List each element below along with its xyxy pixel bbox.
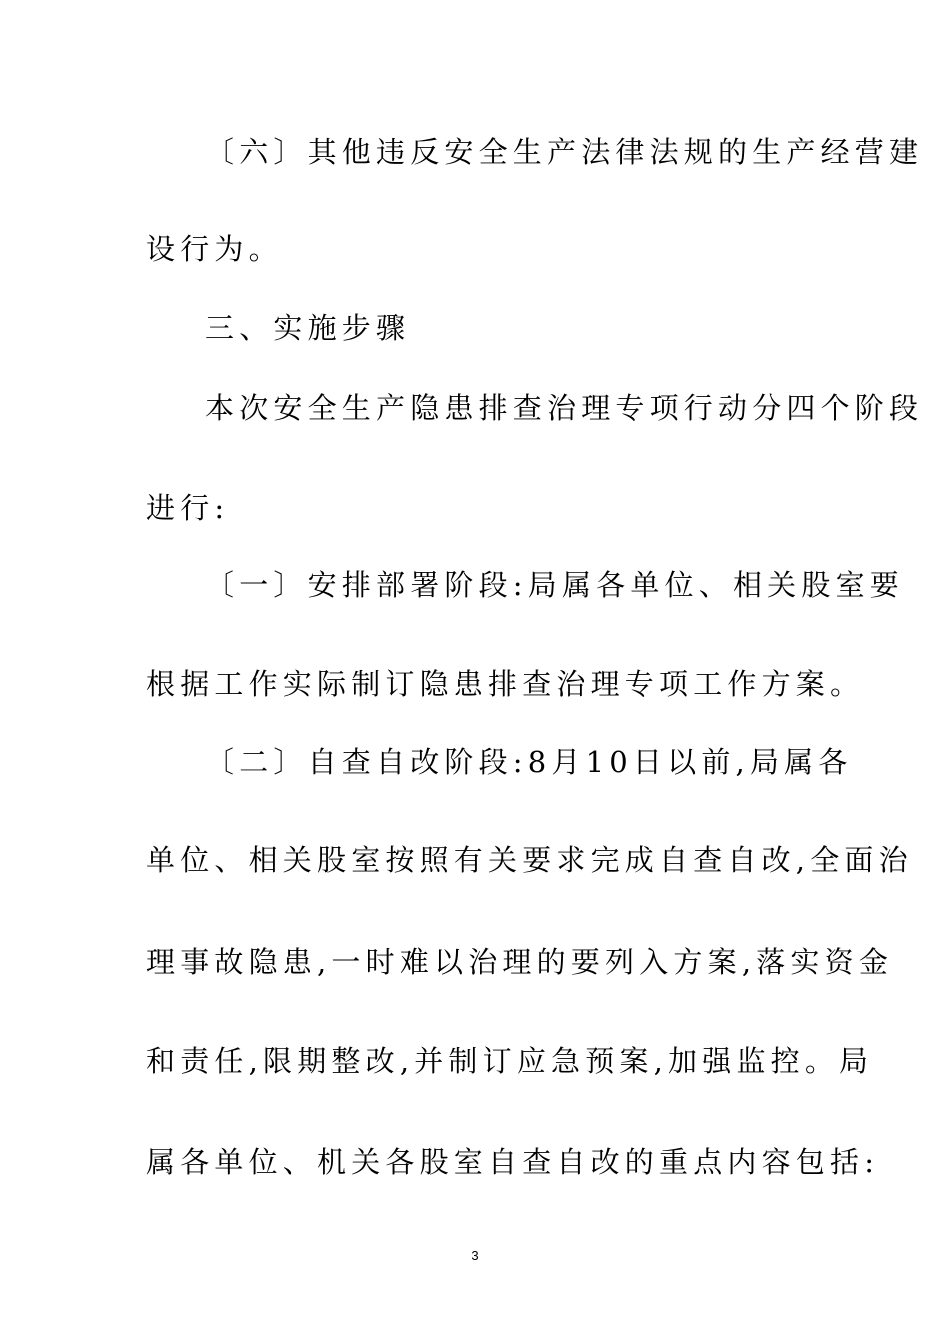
paragraph-line: 〔六〕其他违反安全生产法律法规的生产经营建 [205, 135, 924, 169]
section-heading: 三、实施步骤 [205, 311, 411, 345]
paragraph-line: 〔一〕安排部署阶段:局属各单位、相关股室要 [205, 568, 904, 602]
paragraph-line: 单位、相关股室按照有关要求完成自查自改,全面治 [146, 843, 913, 877]
paragraph-line: 本次安全生产隐患排查治理专项行动分四个阶段 [205, 391, 924, 425]
paragraph-line: 属各单位、机关各股室自查自改的重点内容包括: [146, 1145, 880, 1179]
page-number: 3 [471, 1248, 479, 1263]
paragraph-line: 进行: [146, 491, 230, 525]
paragraph-line: 理事故隐患,一时难以治理的要列入方案,落实资金 [146, 945, 894, 979]
paragraph-line: 〔二〕自查自改阶段:8月10日以前,局属各 [205, 745, 853, 779]
paragraph-line: 根据工作实际制订隐患排查治理专项工作方案。 [146, 667, 865, 701]
paragraph-line: 设行为。 [146, 232, 283, 266]
paragraph-line: 和责任,限期整改,并制订应急预案,加强监控。局 [146, 1044, 874, 1078]
